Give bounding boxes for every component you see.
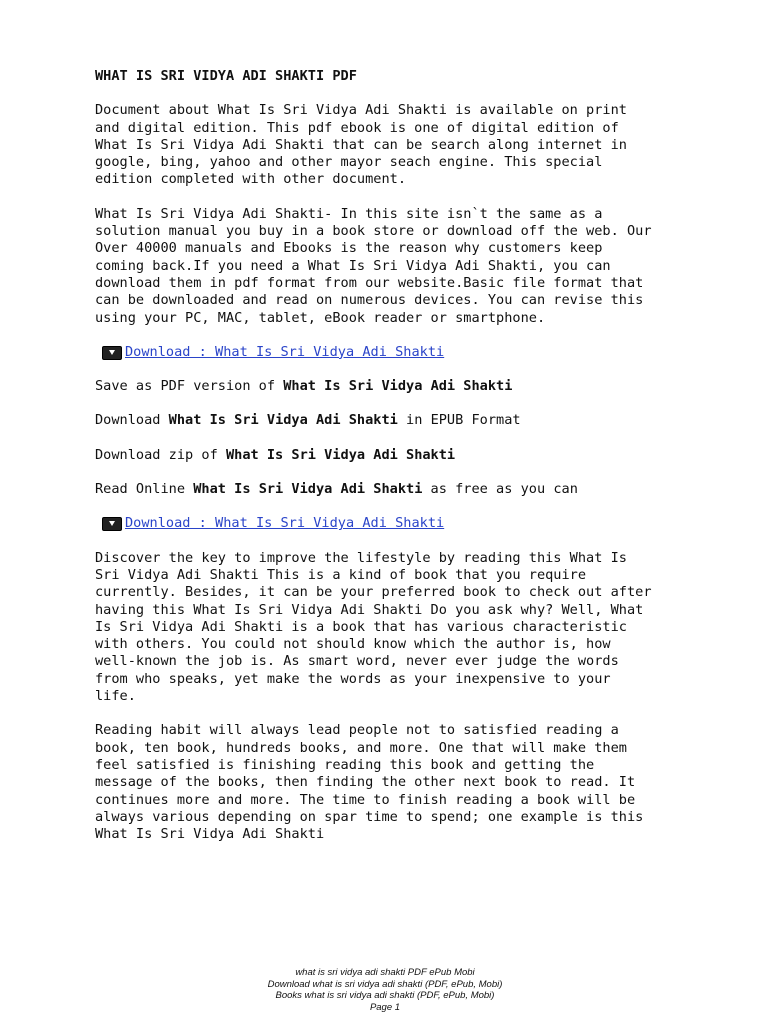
epub-prefix: Download: [95, 412, 169, 429]
download-row-1: [95, 344, 745, 361]
download-icon[interactable]: [102, 346, 122, 360]
zip-line: [95, 447, 745, 464]
description-paragraph: What Is Sri Vidya Adi Shakti- In this site isn`t the same as a solution manual you buy in a book store or download off the web. Our Over 40000 manuals and Ebooks is the reason why customers keep coming back.If you need a What Is Sri Vidya Adi Shakti, you can download them in pdf format from our website.Basic file format that can be downloaded and read on numerous devices. You can revise this using your PC, MAC, tablet, eBook reader or smartphone.: [95, 205, 652, 326]
document-content: [95, 68, 745, 860]
epub-suffix: in EPUB Format: [397, 412, 521, 429]
footer-line-1: what is sri vidya adi shakti PDF ePub Mobi: [295, 967, 475, 978]
page-number: Page 1: [369, 1001, 401, 1013]
download-link-1[interactable]: Download : What Is Sri Vidya Adi Shakti: [125, 343, 445, 360]
epub-line: [95, 412, 745, 429]
download-icon[interactable]: [102, 517, 122, 531]
intro-paragraph: Document about What Is Sri Vidya Adi Shakti is available on print and digital edition. This pdf ebook is one of digital edition of What Is Sri Vidya Adi Shakti that can be search along internet in google, bing, yahoo and other mayor seach engine. This special edition completed with other document.: [95, 102, 627, 188]
online-suffix: as free as you can: [422, 481, 578, 498]
save-pdf-title: What Is Sri Vidya Adi Shakti: [283, 378, 513, 395]
online-title: What Is Sri Vidya Adi Shakti: [193, 481, 423, 498]
discover-paragraph: Discover the key to improve the lifestyle by reading this What Is Sri Vidya Adi Shakti This is a kind of book that you require currently. Besides, it can be your preferred book to check out after having this What Is Sri Vidya Adi Shakti Do you ask why? Well, What Is Sri Vidya Adi Shakti is a book that has various characteristic with others. You could not should know which the author is, how well-known the job is. As smart word, never ever judge the words from who speaks, yet make the words as your inexpensive to your life.: [95, 549, 652, 705]
footer-line-3: Books what is sri vidya adi shakti (PDF, ePub, Mobi): [275, 990, 495, 1001]
download-link-2[interactable]: Download : What Is Sri Vidya Adi Shakti: [125, 515, 445, 532]
online-prefix: Read Online: [95, 481, 194, 498]
page-footer: [0, 967, 770, 1013]
epub-title: What Is Sri Vidya Adi Shakti: [168, 412, 398, 429]
reading-paragraph: Reading habit will always lead people not to satisfied reading a book, ten book, hundreds books, and more. One that will make them feel satisfied is finishing reading this book and getting the message of the books, then finding the other next book to read. It continues more and more. The time to finish reading a book will be always various depending on spar time to spend; one example is this What Is Sri Vidya Adi Shakti: [95, 722, 644, 843]
download-row-2: [95, 515, 745, 532]
read-online-line: [95, 481, 745, 498]
save-pdf-prefix: Save as PDF version of: [95, 378, 284, 395]
footer-line-2: Download what is sri vidya adi shakti (PDF, ePub, Mobi): [267, 978, 503, 990]
zip-prefix: Download zip of: [95, 446, 226, 463]
save-pdf-line: [95, 378, 745, 395]
document-title: WHAT IS SRI VIDYA ADI SHAKTI PDF: [95, 68, 357, 84]
zip-title: What Is Sri Vidya Adi Shakti: [225, 446, 456, 463]
